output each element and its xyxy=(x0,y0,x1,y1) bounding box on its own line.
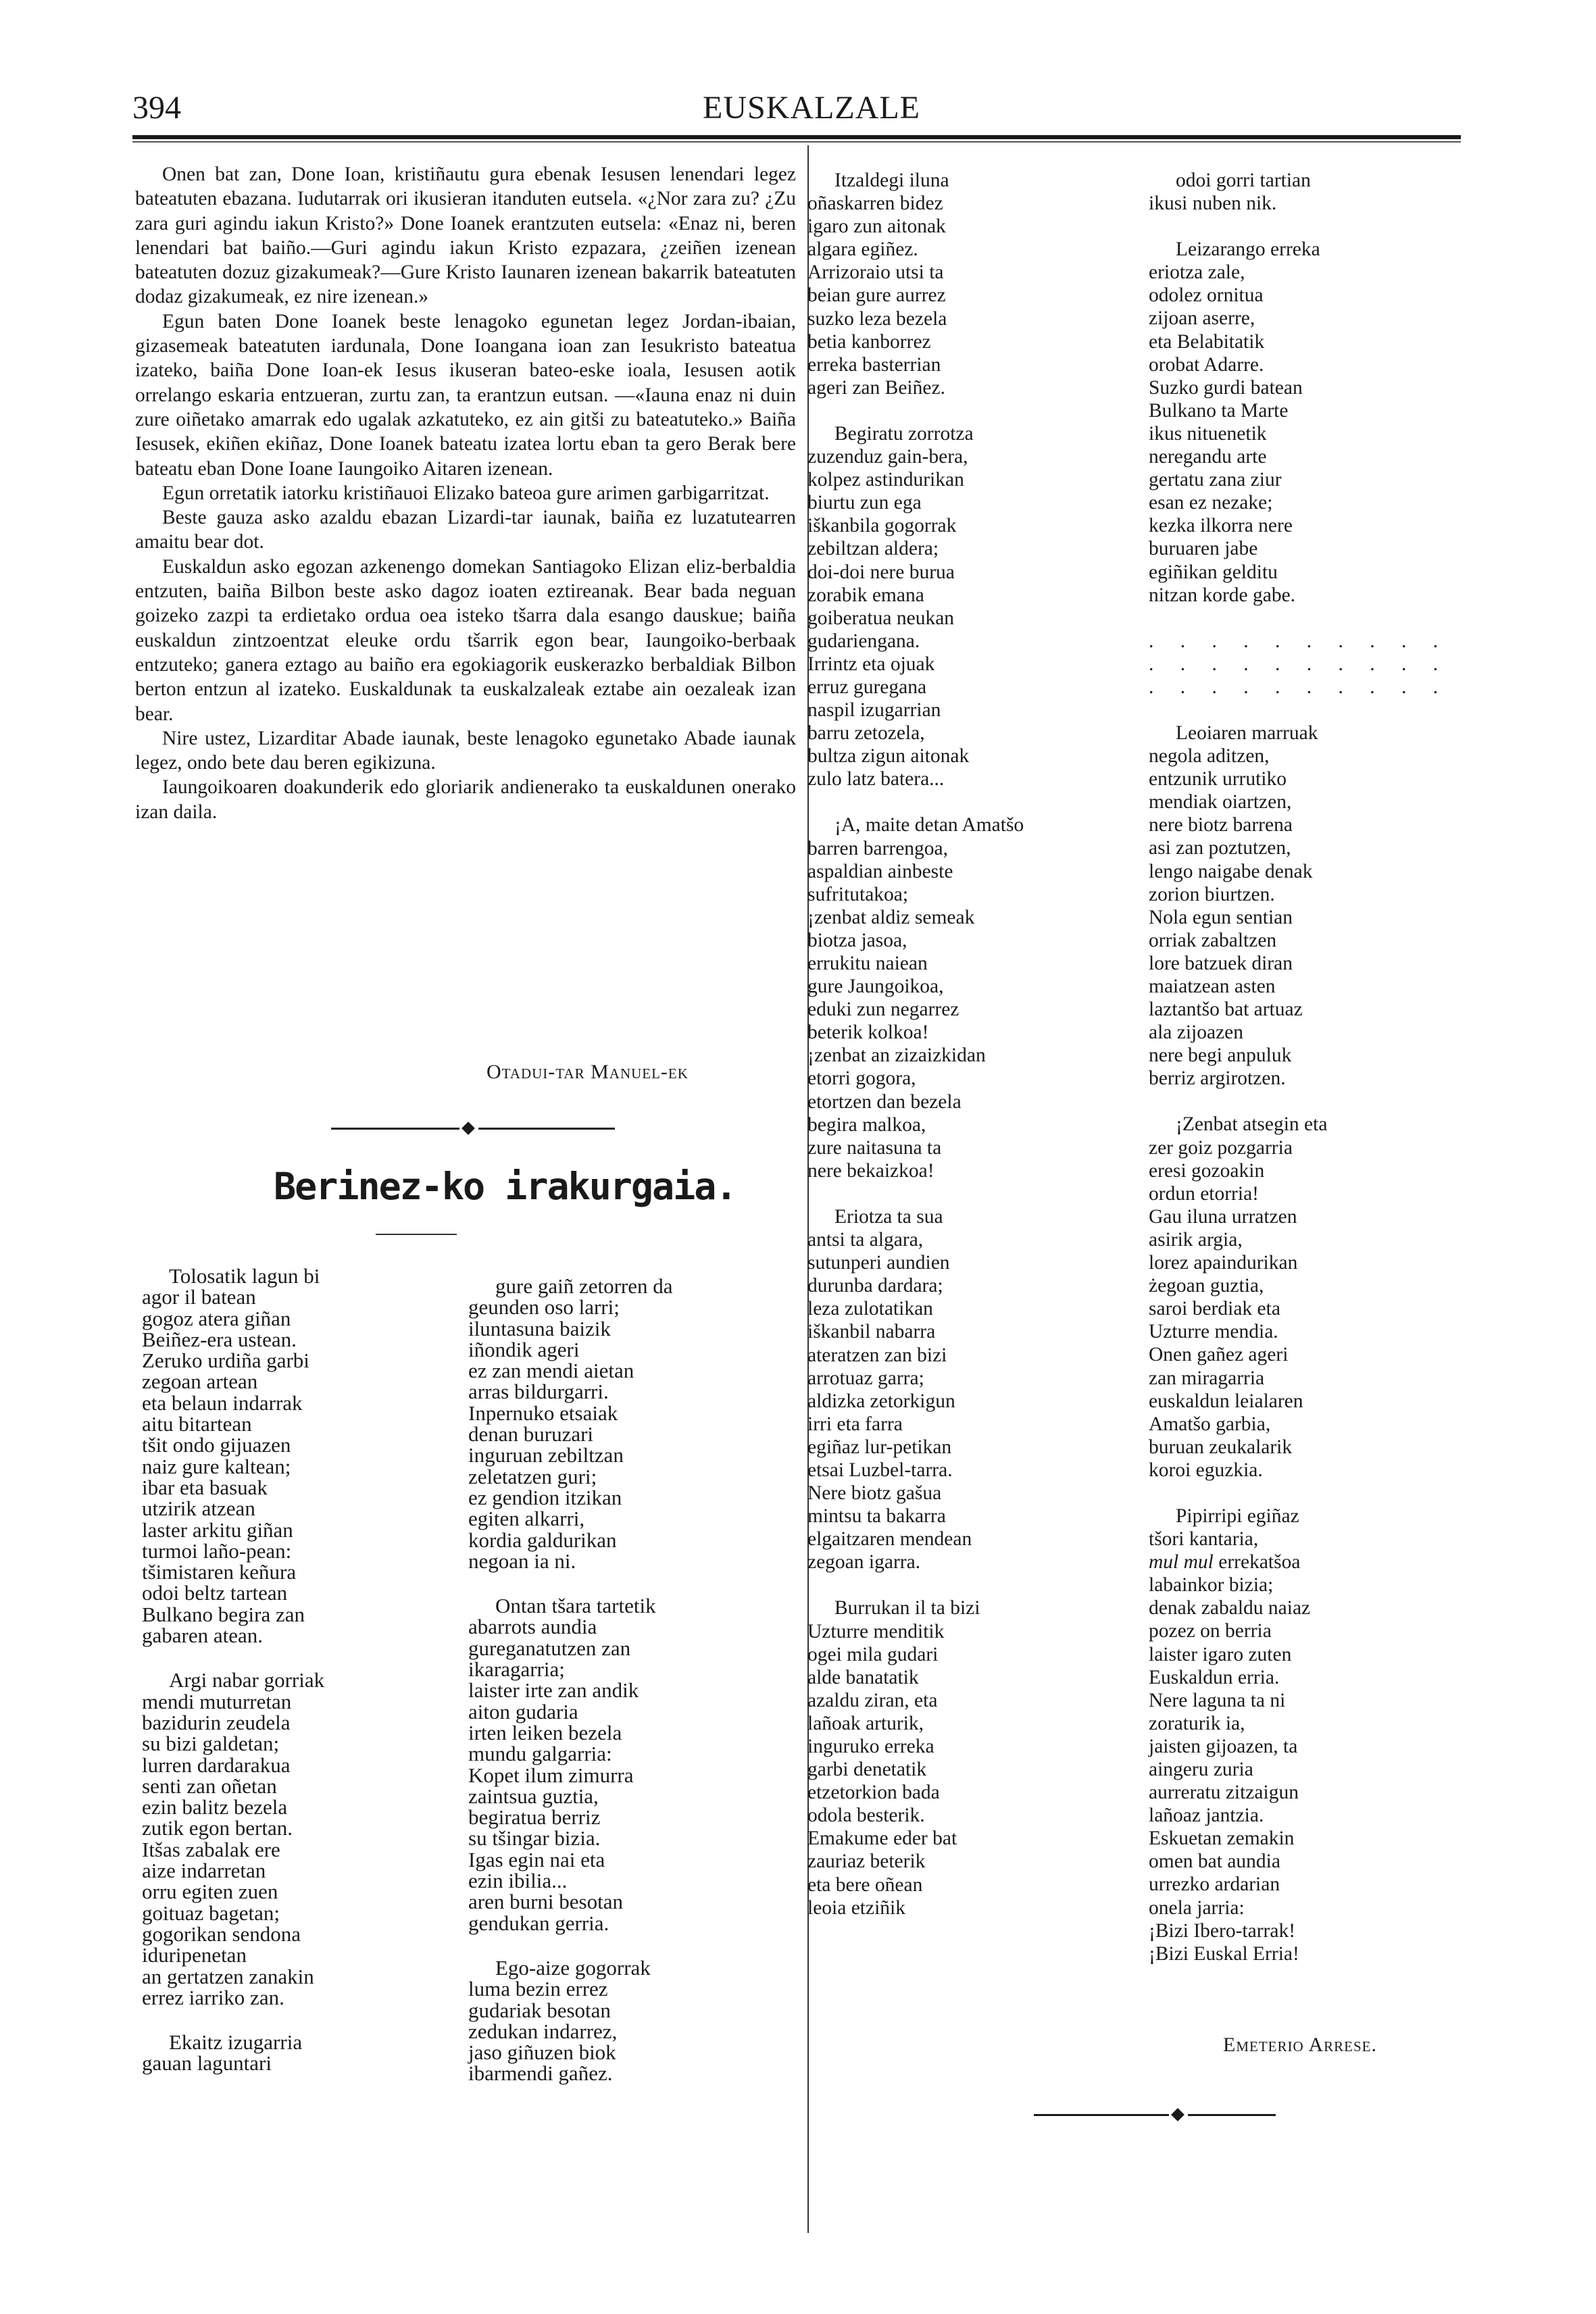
verse-line: ibar eta basuak xyxy=(142,1475,268,1499)
verse-line: ezin ibilia... xyxy=(468,1869,568,1893)
verse-line: Eriotza ta sua xyxy=(834,1205,943,1228)
verse-line: nere biotz barrena xyxy=(1149,814,1293,836)
verse-line: ¡Bizi Ibero-tarrak! xyxy=(1149,1919,1296,1942)
article-signature: Otadui-tar Manuel-ek xyxy=(487,1061,689,1083)
stanza xyxy=(1149,238,1449,607)
verse-line: Nola egun sentian xyxy=(1149,906,1293,928)
verse-line: ageri zan Beiñez. xyxy=(807,376,945,399)
verse-line: etzetorkion bada xyxy=(807,1782,940,1804)
verse-line: Onen gañez ageri xyxy=(1149,1344,1289,1366)
verse-line: odoi beltz tartean xyxy=(142,1581,288,1605)
verse-line: errukitu naiean xyxy=(807,953,928,974)
verse-line: zure naitasuna ta xyxy=(807,1136,942,1159)
verse-line: sutunperi aundien xyxy=(807,1252,950,1274)
verse-line: ¡Bizi Euskal Erria! xyxy=(1149,1942,1299,1965)
verse-line: errez iarriko zan. xyxy=(142,1985,284,2009)
verse-line: abarrots aundia xyxy=(468,1615,597,1639)
verse-line: entzunik urrutiko xyxy=(1149,768,1287,790)
verse-line: lañoaz jantzia. xyxy=(1149,1805,1264,1827)
prose-article xyxy=(135,162,796,824)
verse-line: zorion biurtzen. xyxy=(1149,883,1275,905)
verse-line: gudariak besotan xyxy=(468,1998,611,2022)
verse-line: aiton gudaria xyxy=(468,1699,578,1724)
verse-line: iñondik ageri xyxy=(468,1337,580,1361)
verse-line: Amatšo garbia, xyxy=(1149,1413,1271,1435)
verse-line: arras bildurgarri. xyxy=(468,1380,609,1404)
verse-line: odoi gorri tartian xyxy=(1176,170,1311,191)
verse-line: Argi nabar gorriak xyxy=(169,1668,325,1692)
verse-line: erreka basterrian xyxy=(807,353,941,376)
verse-line: nere bekaizkoa! xyxy=(807,1159,934,1182)
verse-line: agor il batean xyxy=(142,1285,256,1309)
prose-paragraph: Egun orretatik iatorku kristiñauoi Elizako bateoa gure arimen garbigarritzat. xyxy=(162,482,770,504)
verse-line: betia kanborrez xyxy=(807,330,931,353)
verse-line: Itšas zabalak ere xyxy=(142,1837,280,1861)
verse-line: utzirik atzean xyxy=(142,1496,255,1521)
verse-line: egiñaz lur-petikan xyxy=(807,1436,952,1458)
verse-line: zutik egon bertan. xyxy=(142,1816,293,1840)
verse-line: labainkor bizia; xyxy=(1149,1574,1274,1596)
verse-line: iškanbil nabarra xyxy=(807,1321,936,1343)
verse-line: Bulkano begira zan xyxy=(142,1602,305,1626)
verse-line: Gau iluna urratzen xyxy=(1149,1205,1297,1228)
verse-line: bazidurin zeudela xyxy=(142,1710,291,1734)
verse-line: eduki zun negarrez xyxy=(807,999,959,1021)
poem-column-c xyxy=(807,169,1024,1942)
ellipsis-row: . . . . . . . . . . xyxy=(1149,630,1449,652)
verse-line: beterik kolkoa! xyxy=(807,1022,929,1044)
verse-line: suzko leza bezela xyxy=(807,307,947,330)
verse-line: tšimistaren keñura xyxy=(142,1560,297,1584)
verse-line: laister igaro zuten xyxy=(1149,1643,1292,1665)
verse-line: goiberatua neukan xyxy=(807,607,955,629)
verse-line: gabaren atean. xyxy=(142,1624,263,1648)
verse-line: inguruko erreka xyxy=(807,1736,934,1757)
poem-title: Berinez-ko irakurgaia. xyxy=(274,1165,737,1208)
running-title: EUSKALZALE xyxy=(703,90,920,126)
verse-line: mintsu ta bakarra xyxy=(807,1505,946,1528)
verse-line: żegoan guztia, xyxy=(1149,1275,1264,1297)
verse-line: orriak zabaltzen xyxy=(1149,929,1277,951)
verse-line: aurreratu zitzaigun xyxy=(1149,1782,1299,1804)
verse-line: gauan laguntari xyxy=(142,2051,272,2076)
verse-line: pozez on berria xyxy=(1149,1620,1272,1642)
verse-line: negoan ia ni. xyxy=(468,1549,576,1573)
verse-line: irten leiken bezela xyxy=(468,1720,622,1744)
verse-line: ibarmendi gañez. xyxy=(468,2061,613,2086)
verse-line: gogoz atera giñan xyxy=(142,1306,291,1330)
verse-line: lore batzuek diran xyxy=(1149,952,1293,974)
verse-line: ¡zenbat aldiz semeak xyxy=(807,906,975,928)
stanza xyxy=(807,169,1024,399)
verse-line: buruaren jabe xyxy=(1149,538,1258,560)
ornament-divider xyxy=(1034,2108,1324,2121)
ellipsis-rows xyxy=(1149,630,1449,699)
verse-line: Begiratu zorrotza xyxy=(834,422,974,445)
verse-line: Burrukan il ta bizi xyxy=(834,1597,980,1619)
verse-line: laster arkitu giñan xyxy=(142,1517,293,1542)
verse-line: eresi gozoakin xyxy=(1149,1159,1265,1182)
prose-paragraph: Euskaldun asko egozan azkenengo domekan Santiagoko Elizan eliz-berbaldia entzuten, baiña Bilbon beste asko dagoz ioaten eztireanak. Bear bada neguan goizeko zazpi ta erdietako ordua oea isteko tšarra dala esango dauskue; baiña euskaldun zintzoentzat eleuke ordu tšarrik egon bear, Iaungoiko-berbaak entzuteko; ganera eztago au baiño era egokiagorik euskerazko berbaldiak Bilbon berton entzun al izateko. Euskaldunak ta euskalzaleak eztabe ain oezaleak izan bear. xyxy=(135,555,796,725)
verse-line: ogei mila gudari xyxy=(807,1643,939,1665)
verse-line: naspil izugarrian xyxy=(807,699,941,722)
verse-line: an gertatzen zanakin xyxy=(142,1964,314,1988)
verse-line: erruz guregana xyxy=(807,676,927,698)
verse-line: senti zan oñetan xyxy=(142,1774,277,1798)
verse-line: zebiltzan aldera; xyxy=(807,538,939,560)
stanza xyxy=(468,1957,673,2084)
verse-line: inguruan zebiltzan xyxy=(468,1443,624,1467)
verse-line: berriz argirotzen. xyxy=(1149,1067,1286,1090)
verse-line: euskaldun leialaren xyxy=(1149,1390,1303,1412)
verse-line: eriotza zale, xyxy=(1149,261,1245,284)
verse-line: eta belaun indarrak xyxy=(142,1390,303,1415)
verse-line: mendi muturretan xyxy=(142,1689,292,1713)
verse-line: azaldu ziran, eta xyxy=(807,1689,938,1711)
verse-line: zauriaz beterik xyxy=(807,1851,926,1873)
verse-line: sufritutakoa; xyxy=(807,883,909,905)
verse-line: leoia etziñik xyxy=(807,1896,905,1919)
stanza xyxy=(807,813,1024,1182)
verse-line: barru zetozela, xyxy=(807,722,925,745)
verse-line: zer goiz pozgarria xyxy=(1149,1136,1293,1159)
stanza xyxy=(1149,722,1449,1090)
stanza xyxy=(807,422,1024,791)
verse-line: Tolosatik lagun bi xyxy=(169,1264,320,1288)
verse-line: Nere biotz gašua xyxy=(807,1482,942,1505)
verse-line: omen bat aundia xyxy=(1149,1851,1280,1873)
verse-line: ateratzen zan bizi xyxy=(807,1344,947,1366)
verse-line: zeletatzen guri; xyxy=(468,1464,597,1488)
prose-paragraph: Egun baten Done Ioanek beste lenagoko egunetan legez Jordan-ibaian, gizasemeak bateatuten iardunala, Done Ioangana ioan zan Iesukristo bateatua izateko, baiña Done Ioan-ek Iesus ikuseran bateo-eske ioala, Iesusen aotik orrelango eskaria entzueran, zurtu zan, ta erantzun eutsan. —«Iauna enaz ni duin zure oiñetako amarrak edo ugalak azkatuteko, ez ain gitši zu bateatuteko.» Baiña Iesusek, ekiñen ekiñaz, Done Ioanek bateatu izatea lortu eban ta gero Berak bere bateatu eban Done Ioane Iaungoiko Aitaren izenean. xyxy=(135,310,796,480)
verse-line: zedukan indarrez, xyxy=(468,2019,618,2043)
verse-line: zuzenduz gain-bera, xyxy=(807,446,968,468)
verse-line: mul mul errekatšoa xyxy=(1149,1551,1301,1574)
verse-line: Bulkano ta Marte xyxy=(1149,399,1289,422)
stanza xyxy=(468,1276,673,1571)
ornament-divider xyxy=(331,1122,615,1135)
verse-line: Uzturre menditik xyxy=(807,1620,945,1642)
verse-line: ala zijoazen xyxy=(1149,1022,1244,1044)
verse-line: luma bezin errez xyxy=(468,1977,608,2001)
header-rule xyxy=(132,135,1461,139)
verse-line: esan ez nezake; xyxy=(1149,492,1273,514)
header-rule-thin xyxy=(132,141,1461,143)
verse-line: Eskuetan zemakin xyxy=(1149,1828,1295,1850)
stanza xyxy=(142,2032,324,2074)
verse-line: ordun etorria! xyxy=(1149,1182,1259,1205)
verse-line: maiatzean asten xyxy=(1149,976,1276,997)
verse-line: asirik argia, xyxy=(1149,1228,1243,1251)
verse-line: Irrintz eta ojuak xyxy=(807,653,935,675)
verse-line: lurren dardarakua xyxy=(142,1753,291,1777)
verse-line: antsi ta algara, xyxy=(807,1229,924,1251)
verse-line: leza zulotatikan xyxy=(807,1298,933,1320)
stanza xyxy=(807,1596,1024,1919)
verse-line: aspaldian ainbeste xyxy=(807,860,953,882)
verse-line: Leoiaren marruak xyxy=(1176,722,1318,744)
verse-line: saroi berdiak eta xyxy=(1149,1298,1280,1320)
page-number: 394 xyxy=(132,90,181,126)
verse-line: egiñikan gelditu xyxy=(1149,561,1278,583)
verse-line: denan buruzari xyxy=(468,1422,594,1447)
verse-line: gudariengana. xyxy=(807,630,920,652)
verse-line: biotza jasoa, xyxy=(807,929,907,951)
verse-line: iluntasuna baizik xyxy=(468,1316,611,1340)
verse-line: igaro zun aitonak xyxy=(807,216,946,238)
ellipsis-row: . . . . . . . . . . xyxy=(1149,653,1449,675)
poem-column-a xyxy=(142,1265,324,2098)
verse-line: odola besterik. xyxy=(807,1805,925,1827)
verse-line: beian gure aurrez xyxy=(807,284,946,307)
verse-line: Arrizoraio utsi ta xyxy=(807,261,944,284)
verse-line: kezka ilkorra nere xyxy=(1149,515,1293,537)
verse-line: laister irte zan andik xyxy=(468,1678,639,1703)
verse-line: aitu bitartean xyxy=(142,1412,252,1436)
verse-line: odolez ornitua xyxy=(1149,284,1264,307)
verse-line: Kopet ilum zimurra xyxy=(468,1763,634,1787)
verse-line: zoraturik ia, xyxy=(1149,1712,1245,1734)
verse-line: kolpez astindurikan xyxy=(807,469,964,491)
verse-line: ezin balitz bezela xyxy=(142,1795,288,1819)
verse-line: begira malkoa, xyxy=(807,1113,926,1136)
stanza xyxy=(1149,1505,1449,1965)
verse-line: Beiñez-era ustean. xyxy=(142,1327,297,1351)
verse-line: irri eta farra xyxy=(807,1413,903,1435)
verse-line: ¡A, maite detan Amatšo xyxy=(834,814,1024,836)
verse-line: egiten alkarri, xyxy=(468,1507,585,1531)
verse-line: orru egiten zuen xyxy=(142,1880,278,1904)
verse-line: neregandu arte xyxy=(1149,446,1267,468)
verse-line: aize indarretan xyxy=(142,1859,266,1883)
stanza xyxy=(1149,169,1449,215)
prose-paragraph: Nire ustez, Lizarditar Abade iaunak, beste lenagoko egunetako Abade iaunak legez, ondo bete dau beren egikizuna. xyxy=(135,727,796,774)
verse-line: gure Jaungoikoa, xyxy=(807,976,944,998)
verse-line: ikusi nuben nik. xyxy=(1149,193,1277,215)
verse-line: buruan zeukalarik xyxy=(1149,1436,1293,1458)
verse-line: arrotuaz garra; xyxy=(807,1367,924,1389)
verse-line: etorri gogora, xyxy=(807,1067,916,1090)
stanza xyxy=(468,1595,673,1934)
verse-line: denak zabaldu naiaz xyxy=(1149,1597,1311,1619)
verse-line: lañoak arturik, xyxy=(807,1712,924,1734)
verse-line: kordia galdurikan xyxy=(468,1528,617,1552)
verse-line: geunden oso larri; xyxy=(468,1295,620,1319)
verse-line: ez zan mendi aietan xyxy=(468,1359,634,1383)
verse-line: gendukan gerria. xyxy=(468,1911,609,1935)
verse-line: lengo naigabe denak xyxy=(1149,860,1313,882)
stanza xyxy=(807,1205,1024,1574)
verse-line: etortzen dan bezela xyxy=(807,1090,962,1113)
verse-line: naiz gure kaltean; xyxy=(142,1454,291,1478)
verse-line: ¡zenbat an zizaizkidan xyxy=(807,1045,986,1067)
verse-line: aren burni besotan xyxy=(468,1890,623,1914)
verse-line: tšit ondo gijuazen xyxy=(142,1433,291,1457)
prose-paragraph: Iaungoikoaren doakunderik edo gloriarik andienerako ta euskaldunen onerako izan daila. xyxy=(135,776,796,823)
verse-line: etsai Luzbel-tarra. xyxy=(807,1459,953,1481)
stanza xyxy=(142,1669,324,2008)
verse-line: tšori kantaria, xyxy=(1149,1528,1259,1551)
verse-line: begiratua berriz xyxy=(468,1805,601,1830)
verse-line: durunba dardara; xyxy=(807,1275,943,1297)
verse-line: ikus nituenetik xyxy=(1149,422,1267,445)
verse-line: su bizi galdetan; xyxy=(142,1732,280,1756)
verse-line: Euskaldun erria. xyxy=(1149,1666,1280,1688)
verse-line: zorabik emana xyxy=(807,584,924,606)
verse-line: onela jarria: xyxy=(1149,1896,1245,1919)
verse-line: zan miragarria xyxy=(1149,1367,1265,1389)
verse-line: Emakume eder bat xyxy=(807,1828,957,1850)
verse-line: gertatu zana ziur xyxy=(1149,469,1282,491)
verse-line: Itzaldegi iluna xyxy=(834,170,949,191)
verse-line: goituaz bagetan; xyxy=(142,1901,280,1925)
stanza xyxy=(1149,1113,1449,1482)
verse-line: elgaitzaren mendean xyxy=(807,1528,972,1551)
verse-line: gureganatutzen zan xyxy=(468,1636,631,1660)
verse-line: Ego-aize gogorrak xyxy=(495,1955,651,1980)
verse-line: asi zan poztutzen, xyxy=(1149,837,1291,859)
verse-line: zegoan artean xyxy=(142,1369,258,1394)
verse-line: zulo latz batera... xyxy=(807,768,945,790)
verse-line: urrezko ardarian xyxy=(1149,1873,1280,1896)
verse-line: Ontan tšara tartetik xyxy=(495,1594,656,1618)
prose-paragraph: Onen bat zan, Done Ioan, kristiñautu gura ebenak Iesusen lenendari legez bateatuten ebazana. Iudutarrak ori ikusieran itanduten eutsela. «¿Nor zara zu? ¿Zu zara guri agindu iakun Kristo?» Done Ioanek erantzuten eutsela: «Enaz ni, beren lenendari bat baiño.—Guri agindu iakun Kristo ezpazara, ¿zeiñen izenean bateatuten dozuz gizakumeak?—Gure Kristo Iaunaren izenean bakarrik bateatuten dodaz gizakumeak, ez nire izenean.» xyxy=(135,164,796,308)
verse-line: ¡Zenbat atsegin eta xyxy=(1176,1113,1328,1136)
verse-line: iškanbila gogorrak xyxy=(807,515,957,537)
verse-line: orobat Adarre. xyxy=(1149,353,1264,376)
prose-paragraph: Beste gauza asko azaldu ebazan Lizardi-tar iaunak, baiña ez luzatutearren amaitu bear dot. xyxy=(135,507,796,553)
verse-line: iduripenetan xyxy=(142,1943,247,1967)
stanza xyxy=(142,1265,324,1646)
verse-line: ez gendion itzikan xyxy=(468,1485,622,1509)
verse-line: Leizarango erreka xyxy=(1176,238,1320,261)
verse-line: doi-doi nere burua xyxy=(807,561,955,583)
verse-line: Suzko gurdi batean xyxy=(1149,376,1303,399)
verse-line: gogorikan sendona xyxy=(142,1921,301,1946)
verse-line: Zeruko urdiña garbi xyxy=(142,1349,309,1373)
verse-line: laztantšo bat artuaz xyxy=(1149,999,1303,1021)
verse-line: zaintsua guztia, xyxy=(468,1784,599,1808)
verse-line: Nere laguna ta ni xyxy=(1149,1689,1286,1711)
verse-line: mundu galgarria: xyxy=(468,1742,612,1766)
verse-line: zegoan igarra. xyxy=(807,1551,921,1574)
verse-line: negola aditzen, xyxy=(1149,745,1270,768)
poem-signature: Emeterio Arrese. xyxy=(1223,2034,1378,2056)
verse-line: koroi eguzkia. xyxy=(1149,1459,1263,1481)
verse-line: Uzturre mendia. xyxy=(1149,1321,1278,1343)
title-rule xyxy=(376,1234,457,1235)
verse-line: ikaragarria; xyxy=(468,1657,565,1682)
poem-column-d xyxy=(1149,169,1449,1988)
verse-line: barren barrengoa, xyxy=(807,837,949,859)
verse-line: alde banatatik xyxy=(807,1666,919,1688)
poem-column-b xyxy=(468,1276,673,2108)
verse-line: algara egiñez. xyxy=(807,238,918,261)
verse-line: garbi denetatik xyxy=(807,1759,927,1781)
verse-line: lorez apaindurikan xyxy=(1149,1252,1298,1274)
verse-line: mendiak oiartzen, xyxy=(1149,791,1292,813)
verse-line: su tšingar bizia. xyxy=(468,1826,601,1851)
verse-line: Igas egin nai eta xyxy=(468,1847,605,1871)
verse-line: aingeru zuria xyxy=(1149,1759,1253,1780)
verse-line: turmoi laño-pean: xyxy=(142,1538,292,1563)
verse-line: aldizka zetorkigun xyxy=(807,1390,955,1412)
verse-line: eta bere oñean xyxy=(807,1873,923,1896)
verse-line: Inpernuko etsaiak xyxy=(468,1401,618,1425)
verse-line: gure gaiñ zetorren da xyxy=(495,1274,673,1298)
verse-line: oñaskarren bidez xyxy=(807,193,943,215)
verse-line: Ekaitz izugarria xyxy=(169,2030,303,2055)
ellipsis-row: . . . . . . . . . . xyxy=(1149,676,1449,698)
verse-line: jaso giñuzen biok xyxy=(468,2040,616,2065)
verse-line: jaisten gijoazen, ta xyxy=(1149,1735,1298,1757)
verse-line: biurtu zun ega xyxy=(807,492,922,514)
verse-line: Pipirripi egiñaz xyxy=(1176,1505,1299,1527)
verse-line: zijoan aserre, xyxy=(1149,307,1255,330)
verse-line: nere begi anpuluk xyxy=(1149,1045,1292,1067)
verse-line: eta Belabitatik xyxy=(1149,330,1265,353)
verse-line: bultza zigun aitonak xyxy=(807,745,970,768)
verse-line: nitzan korde gabe. xyxy=(1149,584,1296,606)
